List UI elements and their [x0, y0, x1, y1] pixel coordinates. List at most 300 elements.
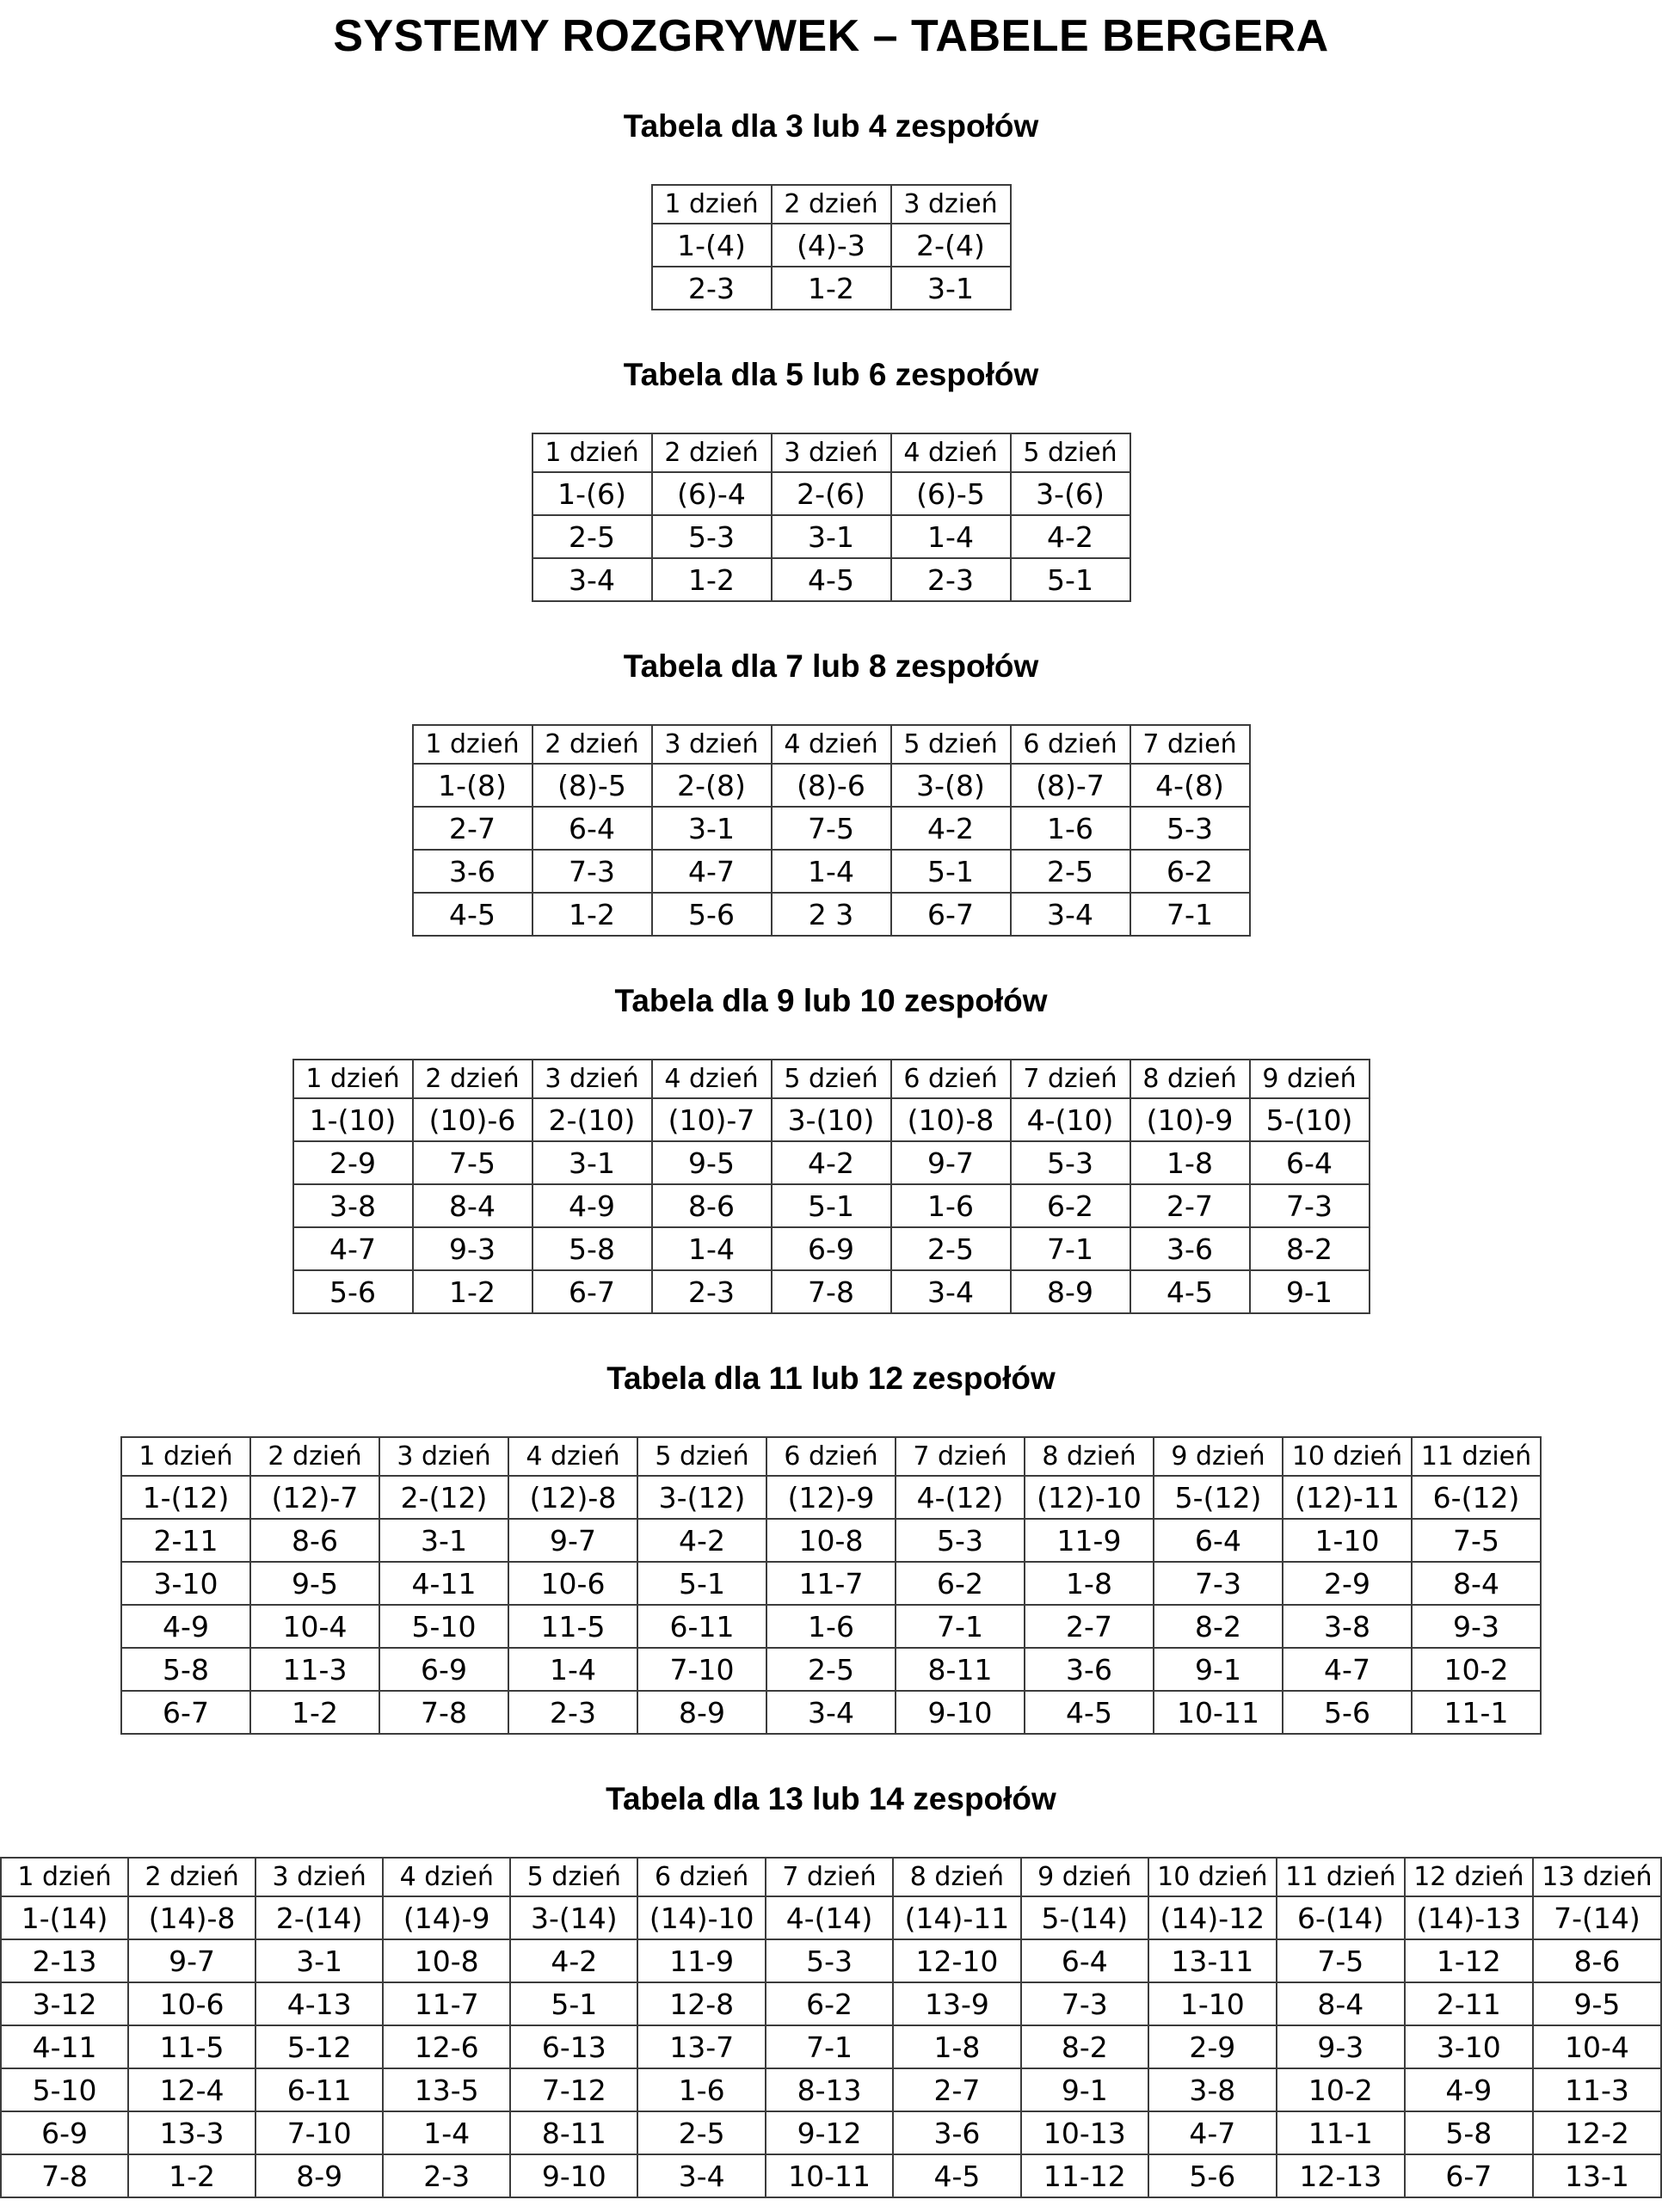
table-row	[121, 1562, 1541, 1605]
pairing-cell: 6-4	[1250, 1141, 1370, 1184]
pairing-cell: 5-3	[896, 1519, 1025, 1562]
pairing-cell: 1-2	[128, 2154, 255, 2197]
pairing-cell: 11-3	[250, 1648, 379, 1691]
pairing-cell: 3-1	[379, 1519, 508, 1562]
pairing-cell: 7-5	[772, 807, 891, 850]
header-row	[413, 725, 1250, 764]
page-title: SYSTEMY ROZGRYWEK – TABELE BERGERA	[333, 11, 1329, 61]
table-row	[652, 267, 1011, 310]
section-title: Tabela dla 5 lub 6 zespołów	[623, 357, 1039, 392]
pairing-cell: 3-10	[121, 1562, 250, 1605]
header-row	[652, 185, 1011, 224]
pairing-cell: (10)-7	[652, 1098, 772, 1141]
pairing-cell: 7-10	[637, 1648, 766, 1691]
pairing-cell: 4-7	[1283, 1648, 1412, 1691]
pairing-cell: 12-8	[637, 1982, 766, 2025]
day-header-cell: 3 dzień	[772, 433, 891, 472]
section-title: Tabela dla 9 lub 10 zespołów	[614, 983, 1048, 1018]
pairing-cell: 8-13	[766, 2068, 893, 2111]
pairing-cell: 9-3	[1277, 2025, 1405, 2068]
pairing-cell: 10-11	[766, 2154, 893, 2197]
pairing-cell: 4-5	[772, 558, 891, 601]
pairing-cell: 2-3	[891, 558, 1011, 601]
pairing-cell: 1-(10)	[293, 1098, 413, 1141]
day-header-cell: 11 dzień	[1412, 1437, 1541, 1476]
pairing-cell: 7-3	[1154, 1562, 1283, 1605]
pairing-cell: 10-11	[1154, 1691, 1283, 1734]
day-header-cell: 5 dzień	[1011, 433, 1130, 472]
berger-table-5-days	[532, 433, 1131, 602]
pairing-cell: 5-3	[1130, 807, 1250, 850]
pairing-cell: 8-11	[896, 1648, 1025, 1691]
pairing-cell: 2-11	[121, 1519, 250, 1562]
day-header-cell: 9 dzień	[1021, 1858, 1148, 1896]
day-header-cell: 5 dzień	[510, 1858, 637, 1896]
pairing-cell: 9-10	[896, 1691, 1025, 1734]
table-row	[532, 472, 1130, 515]
table-row	[532, 515, 1130, 558]
pairing-cell: (8)-7	[1011, 764, 1130, 807]
day-header-cell: 4 dzień	[383, 1858, 510, 1896]
pairing-cell: 7-3	[1250, 1184, 1370, 1227]
pairing-cell: 10-2	[1412, 1648, 1541, 1691]
pairing-cell: 8-4	[1412, 1562, 1541, 1605]
pairing-cell: 9-7	[128, 1939, 255, 1982]
pairing-cell: (6)-5	[891, 472, 1011, 515]
day-header-cell: 5 dzień	[637, 1437, 766, 1476]
table-row	[293, 1227, 1370, 1270]
pairing-cell: 7-8	[379, 1691, 508, 1734]
day-header-cell: 5 dzień	[772, 1060, 891, 1098]
day-header-cell: 4 dzień	[891, 433, 1011, 472]
pairing-cell: 4-9	[1405, 2068, 1533, 2111]
pairing-cell: 5-6	[1148, 2154, 1277, 2197]
pairing-cell: 6-2	[1130, 850, 1250, 893]
pairing-cell: 11-12	[1021, 2154, 1148, 2197]
pairing-cell: 7-5	[1277, 1939, 1405, 1982]
pairing-cell: 5-1	[772, 1184, 891, 1227]
pairing-cell: 7-5	[413, 1141, 532, 1184]
pairing-cell: 3-10	[1405, 2025, 1533, 2068]
pairing-cell: 9-3	[1412, 1605, 1541, 1648]
pairing-cell: (12)-10	[1025, 1476, 1154, 1519]
pairing-cell: 3-(10)	[772, 1098, 891, 1141]
day-header-cell: 2 dzień	[128, 1858, 255, 1896]
pairing-cell: 2-5	[532, 515, 652, 558]
table-row	[1, 1982, 1661, 2025]
pairing-cell: 2-3	[652, 267, 772, 310]
pairing-cell: 7-1	[1011, 1227, 1130, 1270]
pairing-cell: 4-9	[121, 1605, 250, 1648]
pairing-cell: 11-3	[1533, 2068, 1661, 2111]
pairing-cell: 8-9	[637, 1691, 766, 1734]
pairing-cell: 3-(12)	[637, 1476, 766, 1519]
pairing-cell: 13-9	[893, 1982, 1021, 2025]
day-header-cell: 3 dzień	[255, 1858, 383, 1896]
pairing-cell: 5-(14)	[1021, 1896, 1148, 1939]
pairing-cell: 2-5	[637, 2111, 766, 2154]
pairing-cell: 3-6	[1025, 1648, 1154, 1691]
day-header-cell: 2 dzień	[772, 185, 891, 224]
pairing-cell: 3-1	[891, 267, 1011, 310]
pairing-cell: 6-(12)	[1412, 1476, 1541, 1519]
day-header-cell: 6 dzień	[1011, 725, 1130, 764]
pairing-cell: 5-(10)	[1250, 1098, 1370, 1141]
pairing-cell: 3-4	[891, 1270, 1011, 1313]
day-header-cell: 4 dzień	[508, 1437, 637, 1476]
pairing-cell: 13-5	[383, 2068, 510, 2111]
pairing-cell: 4-2	[637, 1519, 766, 1562]
pairing-cell: 8-4	[413, 1184, 532, 1227]
day-header-cell: 9 dzień	[1250, 1060, 1370, 1098]
day-header-cell: 7 dzień	[1130, 725, 1250, 764]
pairing-cell: 2 3	[772, 893, 891, 936]
pairing-cell: (14)-10	[637, 1896, 766, 1939]
pairing-cell: 1-4	[508, 1648, 637, 1691]
table-row	[293, 1270, 1370, 1313]
day-header-cell: 2 dzień	[413, 1060, 532, 1098]
pairing-cell: 10-6	[128, 1982, 255, 2025]
table-row	[1, 2154, 1661, 2197]
pairing-cell: 11-5	[128, 2025, 255, 2068]
day-header-cell: 2 dzień	[250, 1437, 379, 1476]
day-header-cell: 6 dzień	[891, 1060, 1011, 1098]
table-row	[121, 1605, 1541, 1648]
pairing-cell: 1-(8)	[413, 764, 532, 807]
pairing-cell: 6-9	[772, 1227, 891, 1270]
pairing-cell: 5-(12)	[1154, 1476, 1283, 1519]
pairing-cell: 6-2	[896, 1562, 1025, 1605]
pairing-cell: 2-7	[1130, 1184, 1250, 1227]
day-header-cell: 3 dzień	[532, 1060, 652, 1098]
pairing-cell: 10-4	[1533, 2025, 1661, 2068]
pairing-cell: 2-3	[383, 2154, 510, 2197]
pairing-cell: 4-(8)	[1130, 764, 1250, 807]
day-header-cell: 11 dzień	[1277, 1858, 1405, 1896]
pairing-cell: 8-2	[1154, 1605, 1283, 1648]
pairing-cell: 2-5	[766, 1648, 896, 1691]
pairing-cell: 3-4	[637, 2154, 766, 2197]
pairing-cell: (12)-7	[250, 1476, 379, 1519]
pairing-cell: 7-8	[1, 2154, 128, 2197]
table-row	[413, 807, 1250, 850]
pairing-cell: 5-10	[379, 1605, 508, 1648]
pairing-cell: 4-11	[1, 2025, 128, 2068]
table-row	[1, 1896, 1661, 1939]
table-row	[652, 224, 1011, 267]
pairing-cell: 2-7	[1025, 1605, 1154, 1648]
pairing-cell: 7-10	[255, 2111, 383, 2154]
pairing-cell: 7-8	[772, 1270, 891, 1313]
pairing-cell: 6-2	[1011, 1184, 1130, 1227]
pairing-cell: 1-(12)	[121, 1476, 250, 1519]
pairing-cell: (14)-11	[893, 1896, 1021, 1939]
day-header-cell: 2 dzień	[532, 725, 652, 764]
day-header-cell: 1 dzień	[1, 1858, 128, 1896]
pairing-cell: 3-1	[652, 807, 772, 850]
pairing-cell: 1-6	[637, 2068, 766, 2111]
pairing-cell: 11-5	[508, 1605, 637, 1648]
table-row	[293, 1141, 1370, 1184]
pairing-cell: 8-6	[250, 1519, 379, 1562]
pairing-cell: 2-(8)	[652, 764, 772, 807]
pairing-cell: 3-1	[255, 1939, 383, 1982]
pairing-cell: 5-3	[652, 515, 772, 558]
pairing-cell: 11-7	[383, 1982, 510, 2025]
pairing-cell: 1-2	[413, 1270, 532, 1313]
pairing-cell: 1-(4)	[652, 224, 772, 267]
berger-table-3-days	[651, 184, 1012, 310]
day-header-cell: 3 dzień	[891, 185, 1011, 224]
pairing-cell: 7-12	[510, 2068, 637, 2111]
day-header-cell: 8 dzień	[893, 1858, 1021, 1896]
pairing-cell: 3-4	[766, 1691, 896, 1734]
pairing-cell: 1-4	[652, 1227, 772, 1270]
pairing-cell: 2-7	[413, 807, 532, 850]
pairing-cell: 2-5	[1011, 850, 1130, 893]
pairing-cell: 3-8	[1283, 1605, 1412, 1648]
day-header-cell: 9 dzień	[1154, 1437, 1283, 1476]
pairing-cell: 5-1	[637, 1562, 766, 1605]
table-row	[121, 1691, 1541, 1734]
pairing-cell: 5-6	[293, 1270, 413, 1313]
table-row	[1, 2111, 1661, 2154]
pairing-cell: 11-9	[637, 1939, 766, 1982]
day-header-cell: 6 dzień	[637, 1858, 766, 1896]
pairing-cell: 9-12	[766, 2111, 893, 2154]
table-row	[413, 764, 1250, 807]
pairing-cell: 6-9	[379, 1648, 508, 1691]
pairing-cell: 9-10	[510, 2154, 637, 2197]
pairing-cell: 4-2	[510, 1939, 637, 1982]
pairing-cell: 6-4	[1154, 1519, 1283, 1562]
section-title: Tabela dla 11 lub 12 zespołów	[606, 1361, 1056, 1396]
pairing-cell: 5-8	[121, 1648, 250, 1691]
document-page	[0, 10, 1662, 2198]
pairing-cell: (8)-5	[532, 764, 652, 807]
section-title: Tabela dla 13 lub 14 zespołów	[606, 1781, 1056, 1816]
pairing-cell: 5-6	[652, 893, 772, 936]
table-row	[121, 1476, 1541, 1519]
pairing-cell: 11-1	[1412, 1691, 1541, 1734]
day-header-cell: 1 dzień	[293, 1060, 413, 1098]
pairing-cell: 2-9	[1148, 2025, 1277, 2068]
pairing-cell: 4-9	[532, 1184, 652, 1227]
pairing-cell: 6-11	[255, 2068, 383, 2111]
pairing-cell: 1-8	[1025, 1562, 1154, 1605]
pairing-cell: 3-1	[772, 515, 891, 558]
table-row	[413, 893, 1250, 936]
pairing-cell: 13-3	[128, 2111, 255, 2154]
pairing-cell: 10-6	[508, 1562, 637, 1605]
pairing-cell: 12-4	[128, 2068, 255, 2111]
pairing-cell: 7-1	[896, 1605, 1025, 1648]
pairing-cell: 10-4	[250, 1605, 379, 1648]
pairing-cell: 3-6	[413, 850, 532, 893]
pairing-cell: 2-9	[293, 1141, 413, 1184]
pairing-cell: 2-11	[1405, 1982, 1533, 2025]
table-row	[293, 1184, 1370, 1227]
pairing-cell: 13-1	[1533, 2154, 1661, 2197]
day-header-cell: 7 dzień	[1011, 1060, 1130, 1098]
pairing-cell: (4)-3	[772, 224, 891, 267]
pairing-cell: 1-8	[1130, 1141, 1250, 1184]
day-header-cell: 3 dzień	[379, 1437, 508, 1476]
day-header-cell: 3 dzień	[652, 725, 772, 764]
pairing-cell: 7-3	[532, 850, 652, 893]
pairing-cell: 9-1	[1154, 1648, 1283, 1691]
pairing-cell: 8-9	[1011, 1270, 1130, 1313]
pairing-cell: 1-2	[250, 1691, 379, 1734]
header-row	[293, 1060, 1370, 1098]
pairing-cell: 7-3	[1021, 1982, 1148, 2025]
table-row	[121, 1648, 1541, 1691]
pairing-cell: 3-(8)	[891, 764, 1011, 807]
pairing-cell: 6-7	[121, 1691, 250, 1734]
section-title: Tabela dla 3 lub 4 zespołów	[623, 108, 1039, 144]
pairing-cell: 6-7	[532, 1270, 652, 1313]
table-row	[121, 1519, 1541, 1562]
pairing-cell: 11-1	[1277, 2111, 1405, 2154]
pairing-cell: 4-7	[293, 1227, 413, 1270]
berger-table-9-days	[292, 1059, 1370, 1314]
pairing-cell: 3-(6)	[1011, 472, 1130, 515]
day-header-cell: 8 dzień	[1130, 1060, 1250, 1098]
pairing-cell: 11-7	[766, 1562, 896, 1605]
day-header-cell: 2 dzień	[652, 433, 772, 472]
day-header-cell: 7 dzień	[896, 1437, 1025, 1476]
pairing-cell: 2-9	[1283, 1562, 1412, 1605]
pairing-cell: 9-7	[891, 1141, 1011, 1184]
pairing-cell: 4-11	[379, 1562, 508, 1605]
pairing-cell: 2-(6)	[772, 472, 891, 515]
pairing-cell: 5-1	[1011, 558, 1130, 601]
day-header-cell: 10 dzień	[1148, 1858, 1277, 1896]
pairing-cell: 10-8	[766, 1519, 896, 1562]
pairing-cell: 3-8	[293, 1184, 413, 1227]
pairing-cell: 1-6	[891, 1184, 1011, 1227]
pairing-cell: 9-1	[1250, 1270, 1370, 1313]
day-header-cell: 12 dzień	[1405, 1858, 1533, 1896]
day-header-cell: 6 dzień	[766, 1437, 896, 1476]
table-row	[1, 2068, 1661, 2111]
pairing-cell: 12-10	[893, 1939, 1021, 1982]
pairing-cell: 7-1	[766, 2025, 893, 2068]
pairing-cell: 8-6	[652, 1184, 772, 1227]
tables-container	[0, 108, 1662, 2198]
pairing-cell: (6)-4	[652, 472, 772, 515]
pairing-cell: 2-(14)	[255, 1896, 383, 1939]
pairing-cell: 1-4	[383, 2111, 510, 2154]
pairing-cell: 9-1	[1021, 2068, 1148, 2111]
pairing-cell: 6-(14)	[1277, 1896, 1405, 1939]
pairing-cell: 13-7	[637, 2025, 766, 2068]
pairing-cell: 4-7	[652, 850, 772, 893]
pairing-cell: 11-9	[1025, 1519, 1154, 1562]
pairing-cell: 1-2	[652, 558, 772, 601]
table-row	[293, 1098, 1370, 1141]
day-header-cell: 8 dzień	[1025, 1437, 1154, 1476]
pairing-cell: 9-3	[413, 1227, 532, 1270]
pairing-cell: 1-(14)	[1, 1896, 128, 1939]
pairing-cell: 2-7	[893, 2068, 1021, 2111]
pairing-cell: 1-4	[891, 515, 1011, 558]
pairing-cell: 5-8	[1405, 2111, 1533, 2154]
pairing-cell: 7-5	[1412, 1519, 1541, 1562]
day-header-cell: 1 dzień	[532, 433, 652, 472]
pairing-cell: (14)-12	[1148, 1896, 1277, 1939]
berger-table-11-days	[120, 1436, 1542, 1735]
pairing-cell: 5-6	[1283, 1691, 1412, 1734]
pairing-cell: 4-7	[1148, 2111, 1277, 2154]
pairing-cell: 4-13	[255, 1982, 383, 2025]
day-header-cell: 10 dzień	[1283, 1437, 1412, 1476]
header-row	[532, 433, 1130, 472]
pairing-cell: 8-2	[1021, 2025, 1148, 2068]
pairing-cell: 5-12	[255, 2025, 383, 2068]
pairing-cell: 2-13	[1, 1939, 128, 1982]
pairing-cell: (14)-8	[128, 1896, 255, 1939]
pairing-cell: 4-(12)	[896, 1476, 1025, 1519]
pairing-cell: (12)-8	[508, 1476, 637, 1519]
pairing-cell: 5-1	[510, 1982, 637, 2025]
pairing-cell: (10)-6	[413, 1098, 532, 1141]
pairing-cell: 6-7	[1405, 2154, 1533, 2197]
pairing-cell: 13-11	[1148, 1939, 1277, 1982]
pairing-cell: (8)-6	[772, 764, 891, 807]
pairing-cell: (14)-13	[1405, 1896, 1533, 1939]
pairing-cell: 3-(14)	[510, 1896, 637, 1939]
pairing-cell: (14)-9	[383, 1896, 510, 1939]
day-header-cell: 1 dzień	[121, 1437, 250, 1476]
pairing-cell: 1-8	[893, 2025, 1021, 2068]
pairing-cell: 3-8	[1148, 2068, 1277, 2111]
table-row	[532, 558, 1130, 601]
day-header-cell: 1 dzień	[652, 185, 772, 224]
pairing-cell: 1-(6)	[532, 472, 652, 515]
header-row	[1, 1858, 1661, 1896]
pairing-cell: 6-13	[510, 2025, 637, 2068]
pairing-cell: (12)-9	[766, 1476, 896, 1519]
pairing-cell: 1-6	[1011, 807, 1130, 850]
pairing-cell: 7-1	[1130, 893, 1250, 936]
pairing-cell: 4-2	[891, 807, 1011, 850]
pairing-cell: 4-2	[772, 1141, 891, 1184]
day-header-cell: 1 dzień	[413, 725, 532, 764]
pairing-cell: 8-2	[1250, 1227, 1370, 1270]
pairing-cell: 2-5	[891, 1227, 1011, 1270]
day-header-cell: 13 dzień	[1533, 1858, 1661, 1896]
pairing-cell: 1-4	[772, 850, 891, 893]
pairing-cell: 8-6	[1533, 1939, 1661, 1982]
pairing-cell: 1-10	[1283, 1519, 1412, 1562]
pairing-cell: 2-(12)	[379, 1476, 508, 1519]
pairing-cell: 3-4	[1011, 893, 1130, 936]
pairing-cell: 9-7	[508, 1519, 637, 1562]
pairing-cell: 1-12	[1405, 1939, 1533, 1982]
berger-table-13-days	[0, 1857, 1662, 2198]
pairing-cell: 3-4	[532, 558, 652, 601]
pairing-cell: (10)-9	[1130, 1098, 1250, 1141]
pairing-cell: 8-9	[255, 2154, 383, 2197]
pairing-cell: 3-6	[1130, 1227, 1250, 1270]
pairing-cell: 1-2	[532, 893, 652, 936]
pairing-cell: 7-(14)	[1533, 1896, 1661, 1939]
pairing-cell: 4-5	[1025, 1691, 1154, 1734]
pairing-cell: 2-3	[652, 1270, 772, 1313]
pairing-cell: 1-2	[772, 267, 891, 310]
day-header-cell: 7 dzień	[766, 1858, 893, 1896]
